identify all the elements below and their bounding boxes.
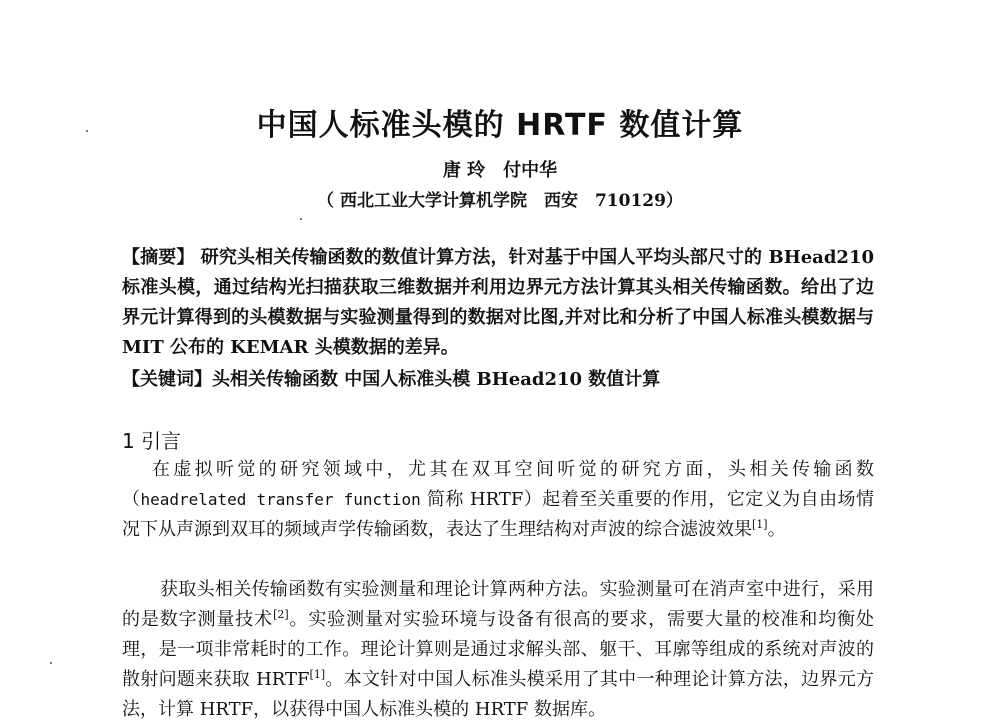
paragraph-1-text-b: 简称 HRTF）起着至关重要的作用，它定义为自由场情况下从声源到双耳的频域声学传输函数，表达了生理结构对声波的综合滤波效果 — [122, 489, 874, 540]
keywords-text: 头相关传输函数 中国人标准头模 BHead210 数值计算 — [212, 369, 661, 390]
paragraph-1-text-a: 在虚拟听觉的研究领域中，尤其在双耳空间听觉的研究方面，头相关传输函数（ — [122, 459, 874, 510]
abstract — [122, 243, 874, 363]
keywords-label: 【关键词】 — [122, 369, 212, 390]
scan-speck — [50, 662, 52, 664]
paragraph-1 — [122, 455, 874, 545]
keywords — [122, 365, 874, 395]
paragraph-2-text-c: 。本文针对中国人标准头模采用了其中一种理论计算方法，边界元方法，计算 HRTF，以获得中国人标准头模的 HRTF 数据库。 — [122, 669, 875, 720]
paragraph-2-text-b: 。实验测量对实验环境与设备有很高的要求，需要大量的校准和均衡处理，是一项非常耗时的工作。理论计算则是通过求解头部、躯干、耳廓等组成的系统对声波的散射问题来获取 HRTF — [122, 609, 875, 690]
scan-speck — [300, 218, 302, 220]
paragraph-2 — [122, 575, 874, 725]
citation-ref: [1] — [309, 668, 326, 681]
citation-ref: [1] — [752, 518, 768, 531]
paper-authors: 唐 玲 付中华 — [442, 160, 558, 181]
scan-speck — [86, 130, 88, 132]
paper-title: 中国人标准头模的 HRTF 数值计算 — [256, 108, 744, 143]
citation-ref: [2] — [273, 608, 289, 621]
abstract-label: 【摘要】 — [122, 247, 195, 268]
paragraph-1-end: 。 — [767, 519, 786, 540]
paragraph-2-text-a: 获取头相关传输函数有实验测量和理论计算两种方法。实验测量可在消声室中进行，采用的是数字测量技术 — [122, 579, 874, 630]
section-heading: 1 引言 — [122, 429, 182, 453]
abstract-text: 研究头相关传输函数的数值计算方法，针对基于中国人平均头部尺寸的 BHead210 标准头模，通过结构光扫描获取三维数据并利用边界元方法计算其头相关传输函数。给出了边界元计算得到的头模数据与实验测量得到的数据对比图,并对比和分析了中国人标准头模数据与 MIT 公布的 KEMAR 头模数据的差异。 — [122, 247, 875, 358]
paragraph-1-english-term: headrelated transfer function — [140, 490, 421, 509]
paper-affiliation: （ 西北工业大学计算机学院 西安 710129） — [317, 191, 683, 211]
